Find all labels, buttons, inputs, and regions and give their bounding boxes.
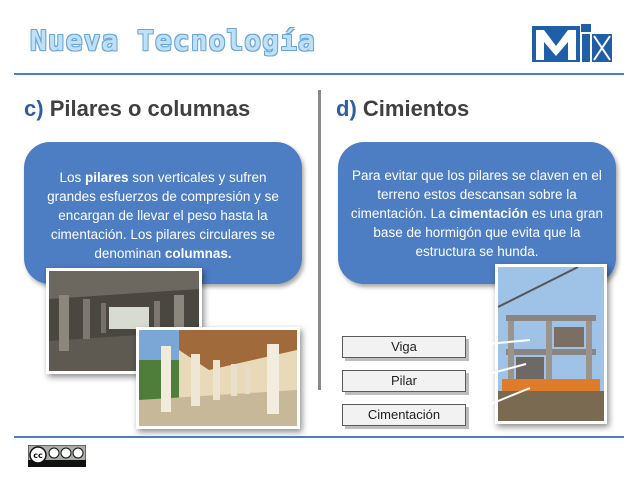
label-pilar: Pilar — [342, 370, 466, 392]
header-rule — [14, 73, 624, 75]
pilares-explanation-bubble — [24, 142, 302, 284]
section-heading-cimientos: d) Cimientos — [336, 96, 470, 121]
svg-text:cc: cc — [33, 451, 43, 460]
section-heading-pilares: c) Pilares o columnas — [24, 96, 251, 121]
mit-logo-icon — [532, 20, 612, 66]
page-title: Nueva Tecnología — [30, 24, 316, 57]
cimientos-explanation-text: Para evitar que los pilares se claven en el terreno estos descansan sobre la cimentación. La cimentación es una gran base de hormigón que evita que la estructura se hunda. — [350, 168, 604, 259]
label-viga: Viga — [342, 336, 466, 358]
column-divider — [318, 90, 321, 390]
footer-rule — [14, 436, 624, 438]
pilares-explanation-text: Los pilares son verticales y sufren grandes esfuerzos de compresión y se encargan de llevar el peso hasta la cimentación. Los pilares circulares se denominan columnas. — [47, 170, 279, 261]
cc-by-nc-sa-icon[interactable] — [28, 445, 86, 467]
label-leader-lines — [460, 330, 540, 420]
colonnade-photo — [136, 327, 300, 429]
label-cimentacion: Cimentación — [342, 404, 466, 426]
cimientos-explanation-bubble — [338, 142, 616, 284]
